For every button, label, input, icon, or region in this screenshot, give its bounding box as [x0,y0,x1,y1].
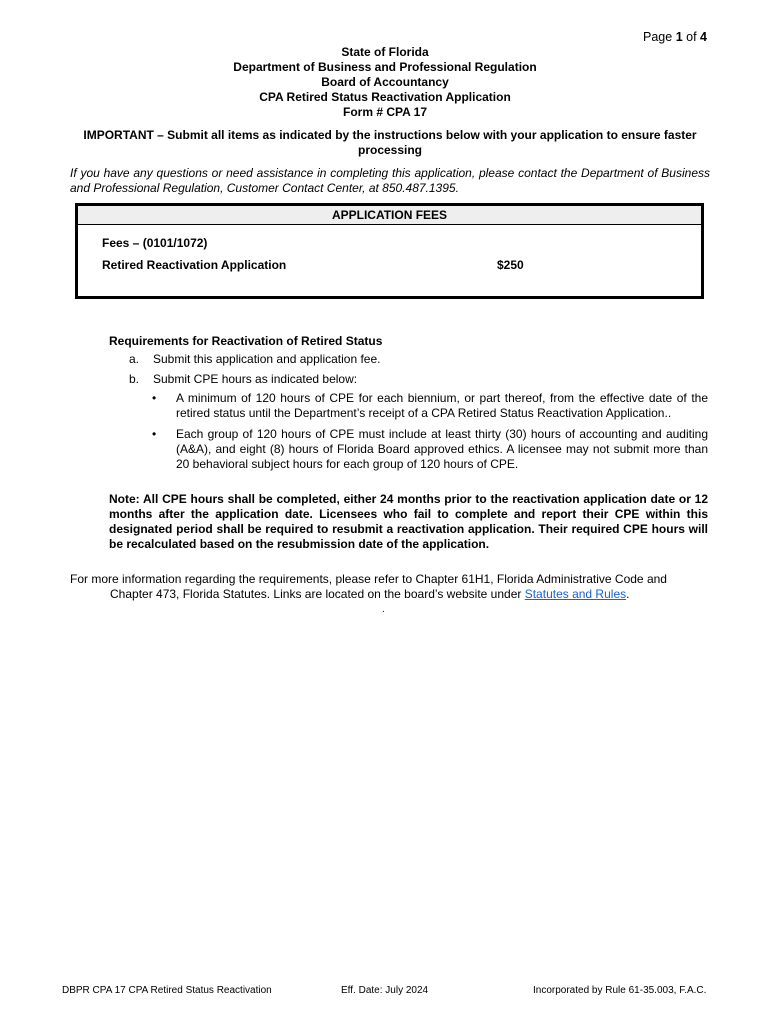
contact-info: If you have any questions or need assistance in completing this application, please contact the Department of Business and Professional Regulation, Customer Contact Center, at 850.487.1395. [70,166,710,195]
stray-dot: . [382,604,385,615]
statutes-and-rules-link[interactable]: Statutes and Rules [524,587,627,601]
requirement-b-label: b. [129,372,140,386]
application-fees-box [75,203,704,299]
bullet-icon: • [152,427,157,441]
bullet-icon: • [152,391,157,405]
header-board: Board of Accountancy [321,75,449,89]
footer-rule: Incorporated by Rule 61-35.003, F.A.C. [533,985,707,996]
more-info-end: . [626,587,630,601]
page-of: of [686,30,697,44]
fees-code: Fees – (0101/1072) [102,236,208,250]
footer-form-name: DBPR CPA 17 CPA Retired Status Reactivation [62,985,272,996]
header-state: State of Florida [341,45,429,59]
important-notice: IMPORTANT – Submit all items as indicated by the instructions below with your application to ensure faster processing [83,128,697,157]
requirement-a-text: Submit this application and application fee. [153,352,381,366]
page-current: 1 [675,30,683,44]
requirement-a [129,352,380,367]
fees-title: APPLICATION FEES [78,206,701,225]
page-number [643,30,707,44]
more-info-line2-wrap [70,587,710,602]
requirement-b [129,372,357,387]
fees-amount: $250 [497,258,524,272]
cpe-note: Note: All CPE hours shall be completed, either 24 months prior to the reactivation application date or 12 months after the application date. Licensees who fail to complete and report their CPE within this designated period shall be required to resubmit a reactivation application. Their required CPE hours will be recalculated based on the resubmission date of the application. [109,492,708,551]
header-department: Department of Business and Professional Regulation [233,60,537,74]
form-header [0,45,770,120]
page-total: 4 [700,30,707,44]
more-info-line2: Chapter 473, Florida Statutes. Links are located on the board’s website under [110,587,522,601]
more-info [70,572,710,602]
fees-item: Retired Reactivation Application [102,258,287,272]
header-form-number: Form # CPA 17 [342,105,428,119]
requirement-a-label: a. [129,352,140,366]
more-info-line1: For more information regarding the requirements, please refer to Chapter 61H1, Florida Administrative Code and [70,572,667,586]
requirement-bullet-2: Each group of 120 hours of CPE must include at least thirty (30) hours of accounting and auditing (A&A), and eight (8) hours of Florida Board approved ethics. A licensee may not submit more than 20 behavioral subject hours for each group of 120 hours of CPE. [176,427,708,471]
requirement-b-text: Submit CPE hours as indicated below: [153,372,358,386]
footer-effective-date: Eff. Date: July 2024 [341,985,429,996]
page-label: Page [643,30,673,44]
requirements-title: Requirements for Reactivation of Retired Status [109,334,383,348]
requirement-bullet-1: A minimum of 120 hours of CPE for each biennium, or part thereof, from the effective date of the retired status until the Department’s receipt of a CPA Retired Status Reactivation Application.. [176,391,708,420]
header-form-title: CPA Retired Status Reactivation Application [259,90,511,104]
